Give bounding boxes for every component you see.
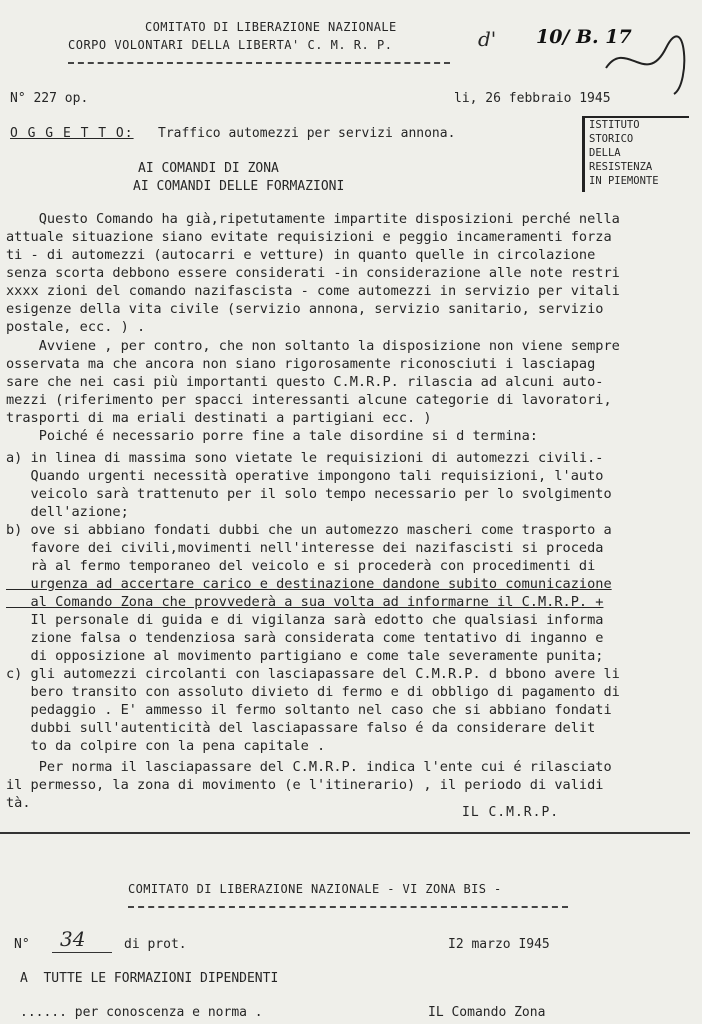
protocol-number-underline: [52, 952, 112, 953]
note-doc2: ...... per conoscenza e norma .: [20, 1005, 263, 1020]
body-line: trasporti di ma eriali destinati a partigiani ecc. ): [6, 410, 432, 426]
body-line: Per norma il lasciapassare del C.M.R.P. indica l'ente cui é rilasciato: [6, 759, 612, 775]
body-line: mezzi (riferimento per spacci interessanti alcune categorie di lavoratori,: [6, 392, 612, 408]
body-line: Poiché é necessario porre fine a tale disordine si d termina:: [6, 428, 538, 444]
body-line: Quando urgenti necessità operative impongono tali requisizioni, l'auto: [6, 468, 604, 484]
body-line: senza scorta debbono essere considerati -in considerazione alle note restri: [6, 265, 620, 281]
body-line: to da colpire con la pena capitale .: [6, 738, 326, 754]
body-line: pedaggio . E' ammesso il fermo soltanto nel caso che si abbiano fondati: [6, 702, 612, 718]
body-line: b) ove si abbiano fondati dubbi che un automezzo mascheri come trasporto a: [6, 522, 612, 538]
body-line: veicolo sarà trattenuto per il solo tempo necessario per lo svolgimento: [6, 486, 612, 502]
body-line: favore dei civili,movimenti nell'interesse dei nazifascisti si proceda: [6, 540, 604, 556]
body-line: tà.: [6, 795, 31, 811]
body-line: sare che nei casi più importanti questo C.M.R.P. rilascia ad alcuni auto-: [6, 374, 604, 390]
protocol-suffix-doc2: di prot.: [124, 937, 187, 952]
stamp-line: DELLA: [589, 147, 621, 159]
date-doc2: I2 marzo I945: [448, 937, 550, 952]
body-line: ti - di automezzi (autocarri e vetture) in quanto quelle in circolazione: [6, 247, 596, 263]
signature-cmrp: IL C.M.R.P.: [462, 805, 560, 820]
body-line: rà al fermo temporaneo del veicolo e si procederà con procedimenti di: [6, 558, 596, 574]
body-line: bero transito con assoluto divieto di fermo e di obbligo di pagamento di: [6, 684, 620, 700]
stamp-line: STORICO: [589, 133, 634, 145]
body-line: esigenze della vita civile (servizio annona, servizio sanitario, servizio: [6, 301, 604, 317]
body-line: di opposizione al movimento partigiano e come tale severamente punita;: [6, 648, 604, 664]
stamp-line: RESISTENZA: [589, 161, 653, 173]
subject-label: O G G E T T O:: [10, 126, 134, 141]
header-dashed-rule: [68, 62, 450, 64]
margin-mark: d': [478, 27, 497, 51]
stamp-line: ISTITUTO: [589, 119, 640, 131]
signature-doc2: IL Comando Zona: [428, 1005, 546, 1020]
document-date: li, 26 febbraio 1945: [454, 91, 611, 106]
body-line: postale, ecc. ) .: [6, 319, 146, 335]
header-doc2: COMITATO DI LIBERAZIONE NAZIONALE - VI ZONA BIS -: [128, 882, 502, 896]
subject-text: Traffico automezzi per servizi annona.: [158, 126, 456, 141]
body-line: Questo Comando ha già,ripetutamente impartite disposizioni perché nella: [6, 211, 620, 227]
addressee-1: AI COMANDI DI ZONA: [138, 161, 279, 176]
body-line: al Comando Zona che provvederà a sua volta ad informarne il C.M.R.P. +: [6, 594, 604, 610]
addressee-2: AI COMANDI DELLE FORMAZIONI: [133, 179, 345, 194]
archive-stamp: [582, 116, 689, 192]
body-line: attuale situazione siano evitate requisizioni e peggio incameramenti forza: [6, 229, 612, 245]
body-line: osservata ma che ancora non siano rigorosamente riconosciuti i lasciapag: [6, 356, 596, 372]
body-line: dell'azione;: [6, 504, 129, 520]
body-line: dubbi sull'autenticità del lasciapassare falso é da considerare delit: [6, 720, 596, 736]
body-line: urgenza ad accertare carico e destinazione dandone subito comunicazione: [6, 576, 612, 592]
body-line: il permesso, la zona di movimento (e l'itinerario) , il periodo di validi: [6, 777, 604, 793]
header-line-2: CORPO VOLONTARI DELLA LIBERTA' C. M. R. P.: [68, 38, 393, 52]
corner-handwritten-note: 10/ B. 17: [536, 26, 632, 48]
header-doc2-dashed-rule: [128, 906, 568, 908]
body-line: zione falsa o tendenziosa sarà considerata come tentativo di inganno e: [6, 630, 604, 646]
section-divider: [0, 832, 690, 834]
body-line: Avviene , per contro, che non soltanto la disposizione non viene sempre: [6, 338, 620, 354]
body-line: c) gli automezzi circolanti con lasciapassare del C.M.R.P. d bbono avere li: [6, 666, 620, 682]
protocol-number-doc2: 34: [60, 927, 86, 951]
body-line: Il personale di guida e di vigilanza sarà edotto che qualsiasi informa: [6, 612, 604, 628]
stamp-line: IN PIEMONTE: [589, 175, 659, 187]
body-line: a) in linea di massima sono vietate le requisizioni di automezzi civili.-: [6, 450, 604, 466]
addressee-doc2: A TUTTE LE FORMAZIONI DIPENDENTI: [20, 971, 279, 986]
corner-scribble: [596, 28, 702, 98]
header-line-1: COMITATO DI LIBERAZIONE NAZIONALE: [145, 20, 397, 34]
body-line: xxxx zioni del comando nazifascista - come automezzi in servizio per vitali: [6, 283, 620, 299]
protocol-number: N° 227 op.: [10, 91, 89, 106]
protocol-prefix-doc2: N°: [14, 937, 30, 952]
